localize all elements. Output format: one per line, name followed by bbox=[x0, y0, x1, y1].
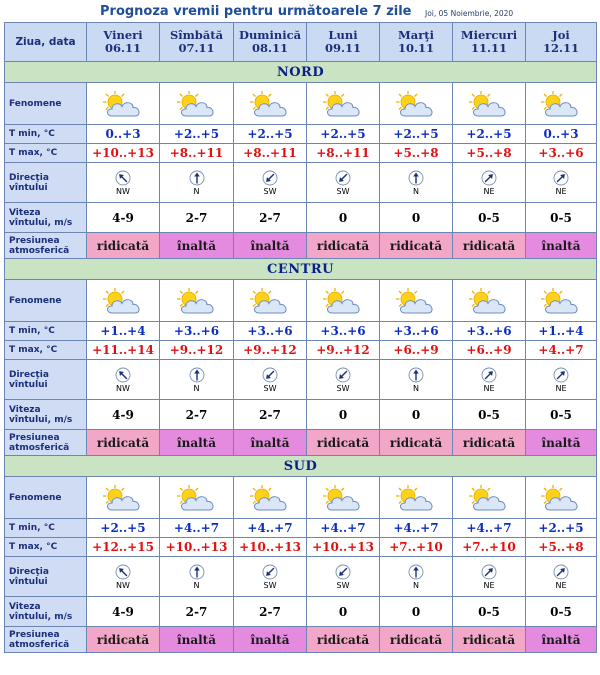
wind-arrow-icon bbox=[307, 170, 379, 186]
wind-speed-cell: 0-5 bbox=[526, 203, 597, 233]
day-name: Duminică bbox=[238, 28, 302, 42]
pressure-row bbox=[5, 233, 597, 259]
pressure-cell: ridicată bbox=[307, 430, 380, 456]
wind-speed-cell: 0-5 bbox=[453, 400, 526, 430]
phenomenon-row bbox=[5, 280, 597, 322]
wind-dir-text: N bbox=[193, 580, 200, 590]
wind-dir-text: NE bbox=[555, 383, 567, 393]
region-row bbox=[5, 456, 597, 477]
wind-arrow-icon bbox=[234, 564, 306, 580]
wind-dir-text: N bbox=[193, 186, 200, 196]
wind-dir-text: N bbox=[413, 580, 419, 590]
wind-dir-text: NE bbox=[483, 383, 495, 393]
phenomenon-cell bbox=[87, 280, 160, 322]
tmin-cell: +4..+7 bbox=[160, 519, 234, 538]
tmax-cell: +5..+8 bbox=[453, 144, 526, 163]
pressure-label-line: atmosferică bbox=[9, 245, 70, 256]
phenomenon-cell bbox=[234, 477, 307, 519]
pressure-label bbox=[5, 233, 87, 259]
phenomenon-cell bbox=[160, 280, 234, 322]
phenomenon-cell bbox=[160, 477, 234, 519]
day-date: 09.11 bbox=[324, 41, 361, 55]
day-date: 10.11 bbox=[397, 41, 434, 55]
wind-dir-cell bbox=[380, 163, 453, 203]
wind-dir-row bbox=[5, 163, 597, 203]
pressure-cell: ridicată bbox=[453, 430, 526, 456]
wind-speed-cell: 2-7 bbox=[160, 203, 234, 233]
pressure-cell: ridicată bbox=[380, 430, 453, 456]
wind-speed-cell: 0 bbox=[380, 203, 453, 233]
cloud-sun-icon bbox=[380, 484, 452, 512]
tmax-cell: +10..+13 bbox=[160, 538, 234, 557]
day-header bbox=[526, 23, 597, 62]
wind-dir-text: NW bbox=[116, 383, 130, 393]
wind-speed-label-line: Viteza bbox=[9, 207, 41, 218]
tmin-cell: +4..+7 bbox=[307, 519, 380, 538]
phenomenon-cell bbox=[307, 83, 380, 125]
tmax-cell: +7..+10 bbox=[453, 538, 526, 557]
pressure-cell: înaltă bbox=[526, 430, 597, 456]
wind-dir-cell bbox=[160, 557, 234, 597]
pressure-cell: ridicată bbox=[307, 233, 380, 259]
phenomenon-cell bbox=[526, 83, 597, 125]
cloud-sun-icon bbox=[453, 287, 525, 315]
wind-dir-text: NE bbox=[483, 580, 495, 590]
day-name: Sîmbătă bbox=[169, 28, 224, 42]
cloud-sun-icon bbox=[307, 90, 379, 118]
tmin-cell: +4..+7 bbox=[380, 519, 453, 538]
tmin-cell: +2..+5 bbox=[87, 519, 160, 538]
wind-speed-cell: 2-7 bbox=[160, 597, 234, 627]
tmax-row bbox=[5, 538, 597, 557]
pressure-cell: înaltă bbox=[160, 430, 234, 456]
wind-dir-cell bbox=[526, 163, 597, 203]
tmax-cell: +6..+9 bbox=[453, 341, 526, 360]
day-header bbox=[234, 23, 307, 62]
title-bar bbox=[0, 2, 600, 22]
wind-speed-cell: 0 bbox=[380, 400, 453, 430]
cloud-sun-icon bbox=[87, 484, 159, 512]
wind-speed-cell: 0-5 bbox=[526, 400, 597, 430]
phenomenon-cell bbox=[87, 83, 160, 125]
region-header: CENTRU bbox=[5, 259, 597, 280]
wind-dir-cell bbox=[307, 163, 380, 203]
pressure-label-line: Presiunea bbox=[9, 235, 60, 246]
wind-dir-row bbox=[5, 557, 597, 597]
day-header bbox=[160, 23, 234, 62]
phenomenon-cell bbox=[453, 477, 526, 519]
pressure-cell: înaltă bbox=[526, 233, 597, 259]
phenomenon-cell bbox=[160, 83, 234, 125]
tmax-label: T max, °C bbox=[5, 341, 87, 360]
pressure-cell: înaltă bbox=[234, 430, 307, 456]
tmin-cell: +3..+6 bbox=[234, 322, 307, 341]
wind-dir-label-line: vîntului bbox=[9, 182, 48, 193]
wind-dir-row bbox=[5, 360, 597, 400]
day-name: Luni bbox=[328, 28, 358, 42]
pressure-cell: ridicată bbox=[87, 627, 160, 653]
tmin-cell: +3..+6 bbox=[160, 322, 234, 341]
wind-arrow-icon bbox=[453, 367, 525, 383]
wind-arrow-icon bbox=[234, 367, 306, 383]
forecast-table bbox=[4, 22, 597, 653]
pressure-cell: înaltă bbox=[526, 627, 597, 653]
cloud-sun-icon bbox=[526, 287, 596, 315]
phenomenon-row bbox=[5, 477, 597, 519]
region-header: SUD bbox=[5, 456, 597, 477]
cloud-sun-icon bbox=[380, 287, 452, 315]
cloud-sun-icon bbox=[526, 484, 596, 512]
phenomenon-cell bbox=[453, 280, 526, 322]
wind-speed-cell: 0-5 bbox=[526, 597, 597, 627]
wind-dir-text: SW bbox=[336, 186, 350, 196]
pressure-row bbox=[5, 627, 597, 653]
wind-speed-cell: 4-9 bbox=[87, 400, 160, 430]
pressure-cell: înaltă bbox=[160, 627, 234, 653]
cloud-sun-icon bbox=[307, 484, 379, 512]
region-header: NORD bbox=[5, 62, 597, 83]
region-row bbox=[5, 259, 597, 280]
phenomenon-cell bbox=[234, 83, 307, 125]
tmin-row bbox=[5, 322, 597, 341]
day-name: Marţi bbox=[398, 28, 434, 42]
day-header bbox=[380, 23, 453, 62]
phenomenon-cell bbox=[307, 477, 380, 519]
wind-speed-cell: 2-7 bbox=[234, 203, 307, 233]
wind-dir-cell bbox=[160, 360, 234, 400]
wind-arrow-icon bbox=[160, 170, 233, 186]
tmin-cell: 0..+3 bbox=[526, 125, 597, 144]
wind-dir-cell bbox=[526, 360, 597, 400]
pressure-label bbox=[5, 627, 87, 653]
wind-speed-cell: 4-9 bbox=[87, 597, 160, 627]
pressure-label-line: Presiunea bbox=[9, 629, 60, 640]
wind-dir-text: SW bbox=[263, 580, 277, 590]
wind-speed-label-line: vîntului, m/s bbox=[9, 611, 73, 622]
tmin-cell: +4..+7 bbox=[234, 519, 307, 538]
wind-dir-label bbox=[5, 557, 87, 597]
pressure-cell: înaltă bbox=[234, 233, 307, 259]
tmax-cell: +5..+8 bbox=[526, 538, 597, 557]
pressure-cell: înaltă bbox=[234, 627, 307, 653]
wind-speed-label-line: vîntului, m/s bbox=[9, 217, 73, 228]
wind-dir-text: N bbox=[413, 383, 419, 393]
tmax-cell: +8..+11 bbox=[160, 144, 234, 163]
tmax-label: T max, °C bbox=[5, 144, 87, 163]
wind-dir-text: NE bbox=[555, 580, 567, 590]
wind-speed-cell: 2-7 bbox=[160, 400, 234, 430]
pressure-row bbox=[5, 430, 597, 456]
wind-dir-text: SW bbox=[263, 186, 277, 196]
wind-speed-row bbox=[5, 203, 597, 233]
pressure-cell: ridicată bbox=[87, 233, 160, 259]
wind-speed-row bbox=[5, 400, 597, 430]
day-date-header: Ziua, data bbox=[5, 23, 87, 62]
tmax-cell: +3..+6 bbox=[526, 144, 597, 163]
wind-dir-cell bbox=[453, 163, 526, 203]
tmax-cell: +10..+13 bbox=[307, 538, 380, 557]
day-header bbox=[453, 23, 526, 62]
pressure-cell: ridicată bbox=[380, 233, 453, 259]
wind-dir-cell bbox=[307, 360, 380, 400]
tmax-label: T max, °C bbox=[5, 538, 87, 557]
wind-dir-label-line: vîntului bbox=[9, 379, 48, 390]
wind-arrow-icon bbox=[526, 367, 596, 383]
wind-dir-cell bbox=[160, 163, 234, 203]
tmax-row bbox=[5, 341, 597, 360]
day-date: 11.11 bbox=[470, 41, 507, 55]
wind-dir-text: N bbox=[193, 383, 200, 393]
tmin-cell: +2..+5 bbox=[453, 125, 526, 144]
phenomenon-cell bbox=[526, 477, 597, 519]
wind-dir-text: NE bbox=[483, 186, 495, 196]
wind-dir-text: SW bbox=[336, 383, 350, 393]
wind-dir-cell bbox=[380, 360, 453, 400]
phenomenon-label: Fenomene bbox=[5, 477, 87, 519]
wind-dir-text: N bbox=[413, 186, 419, 196]
tmax-cell: +7..+10 bbox=[380, 538, 453, 557]
cloud-sun-icon bbox=[526, 90, 596, 118]
wind-dir-cell bbox=[87, 360, 160, 400]
tmin-cell: +2..+5 bbox=[234, 125, 307, 144]
wind-dir-text: SW bbox=[263, 383, 277, 393]
wind-dir-text: NW bbox=[116, 186, 130, 196]
wind-dir-cell bbox=[380, 557, 453, 597]
cloud-sun-icon bbox=[453, 90, 525, 118]
tmin-cell: +3..+6 bbox=[307, 322, 380, 341]
phenomenon-cell bbox=[380, 83, 453, 125]
tmax-row bbox=[5, 144, 597, 163]
cloud-sun-icon bbox=[307, 287, 379, 315]
phenomenon-cell bbox=[453, 83, 526, 125]
wind-dir-label-line: vîntului bbox=[9, 576, 48, 587]
pressure-label bbox=[5, 430, 87, 456]
wind-arrow-icon bbox=[234, 170, 306, 186]
tmax-cell: +10..+13 bbox=[87, 144, 160, 163]
tmin-cell: +4..+7 bbox=[453, 519, 526, 538]
pressure-cell: ridicată bbox=[380, 627, 453, 653]
page-title: Prognoza vremii pentru următoarele 7 zile bbox=[100, 4, 412, 19]
wind-arrow-icon bbox=[526, 170, 596, 186]
phenomenon-cell bbox=[234, 280, 307, 322]
cloud-sun-icon bbox=[453, 484, 525, 512]
phenomenon-label: Fenomene bbox=[5, 280, 87, 322]
cloud-sun-icon bbox=[160, 287, 233, 315]
tmin-cell: 0..+3 bbox=[87, 125, 160, 144]
wind-dir-cell bbox=[453, 360, 526, 400]
tmin-cell: +3..+6 bbox=[453, 322, 526, 341]
region-row bbox=[5, 62, 597, 83]
wind-dir-cell bbox=[453, 557, 526, 597]
pressure-cell: ridicată bbox=[307, 627, 380, 653]
tmax-cell: +8..+11 bbox=[307, 144, 380, 163]
pressure-cell: înaltă bbox=[160, 233, 234, 259]
wind-speed-label bbox=[5, 203, 87, 233]
wind-speed-label-line: vîntului, m/s bbox=[9, 414, 73, 425]
wind-arrow-icon bbox=[453, 564, 525, 580]
wind-speed-cell: 0 bbox=[307, 203, 380, 233]
wind-arrow-icon bbox=[526, 564, 596, 580]
wind-speed-label bbox=[5, 400, 87, 430]
day-date: 12.11 bbox=[542, 41, 579, 55]
tmax-cell: +4..+7 bbox=[526, 341, 597, 360]
wind-dir-cell bbox=[234, 557, 307, 597]
cloud-sun-icon bbox=[234, 484, 306, 512]
wind-dir-label bbox=[5, 360, 87, 400]
wind-arrow-icon bbox=[307, 564, 379, 580]
phenomenon-cell bbox=[87, 477, 160, 519]
tmin-cell: +2..+5 bbox=[380, 125, 453, 144]
wind-speed-cell: 2-7 bbox=[234, 597, 307, 627]
wind-arrow-icon bbox=[160, 367, 233, 383]
wind-speed-cell: 2-7 bbox=[234, 400, 307, 430]
tmin-cell: +2..+5 bbox=[526, 519, 597, 538]
wind-speed-label-line: Viteza bbox=[9, 601, 41, 612]
tmin-cell: +2..+5 bbox=[160, 125, 234, 144]
tmax-cell: +9..+12 bbox=[160, 341, 234, 360]
phenomenon-row bbox=[5, 83, 597, 125]
tmin-label: T min, °C bbox=[5, 322, 87, 341]
day-date: 08.11 bbox=[251, 41, 288, 55]
wind-dir-cell bbox=[234, 163, 307, 203]
cloud-sun-icon bbox=[87, 90, 159, 118]
day-name: Joi bbox=[552, 28, 570, 42]
cloud-sun-icon bbox=[87, 287, 159, 315]
pressure-cell: ridicată bbox=[453, 627, 526, 653]
pressure-label-line: atmosferică bbox=[9, 639, 70, 650]
wind-arrow-icon bbox=[380, 170, 452, 186]
cloud-sun-icon bbox=[380, 90, 452, 118]
tmax-cell: +12..+15 bbox=[87, 538, 160, 557]
cloud-sun-icon bbox=[234, 90, 306, 118]
forecast-date: Joi, 05 Noiembrie, 2020 bbox=[425, 9, 514, 18]
tmin-cell: +2..+5 bbox=[307, 125, 380, 144]
wind-speed-cell: 0-5 bbox=[453, 203, 526, 233]
wind-dir-cell bbox=[87, 163, 160, 203]
pressure-label-line: Presiunea bbox=[9, 432, 60, 443]
wind-dir-label-line: Direcţia bbox=[9, 566, 49, 577]
tmin-cell: +1..+4 bbox=[526, 322, 597, 341]
tmax-cell: +6..+9 bbox=[380, 341, 453, 360]
wind-arrow-icon bbox=[380, 367, 452, 383]
wind-arrow-icon bbox=[160, 564, 233, 580]
day-header bbox=[307, 23, 380, 62]
day-date: 07.11 bbox=[178, 41, 215, 55]
day-name: Miercuri bbox=[460, 28, 518, 42]
tmin-cell: +1..+4 bbox=[87, 322, 160, 341]
wind-dir-text: NW bbox=[116, 580, 130, 590]
tmax-cell: +11..+14 bbox=[87, 341, 160, 360]
wind-dir-label bbox=[5, 163, 87, 203]
wind-dir-label-line: Direcţia bbox=[9, 172, 49, 183]
tmin-cell: +3..+6 bbox=[380, 322, 453, 341]
pressure-cell: ridicată bbox=[87, 430, 160, 456]
wind-arrow-icon bbox=[380, 564, 452, 580]
wind-dir-cell bbox=[526, 557, 597, 597]
wind-speed-cell: 0 bbox=[380, 597, 453, 627]
cloud-sun-icon bbox=[160, 484, 233, 512]
header-row bbox=[5, 23, 597, 62]
wind-arrow-icon bbox=[453, 170, 525, 186]
tmax-cell: +8..+11 bbox=[234, 144, 307, 163]
tmax-cell: +10..+13 bbox=[234, 538, 307, 557]
phenomenon-cell bbox=[307, 280, 380, 322]
wind-speed-cell: 0 bbox=[307, 400, 380, 430]
tmin-label: T min, °C bbox=[5, 519, 87, 538]
tmax-cell: +9..+12 bbox=[234, 341, 307, 360]
tmax-cell: +5..+8 bbox=[380, 144, 453, 163]
wind-speed-row bbox=[5, 597, 597, 627]
phenomenon-label: Fenomene bbox=[5, 83, 87, 125]
cloud-sun-icon bbox=[234, 287, 306, 315]
wind-arrow-icon bbox=[87, 564, 159, 580]
wind-dir-text: NE bbox=[555, 186, 567, 196]
phenomenon-cell bbox=[526, 280, 597, 322]
tmax-cell: +9..+12 bbox=[307, 341, 380, 360]
day-header bbox=[87, 23, 160, 62]
wind-dir-label-line: Direcţia bbox=[9, 369, 49, 380]
tmin-row bbox=[5, 519, 597, 538]
wind-speed-label bbox=[5, 597, 87, 627]
wind-arrow-icon bbox=[87, 367, 159, 383]
wind-arrow-icon bbox=[87, 170, 159, 186]
tmin-row bbox=[5, 125, 597, 144]
pressure-label-line: atmosferică bbox=[9, 442, 70, 453]
pressure-cell: ridicată bbox=[453, 233, 526, 259]
day-date: 06.11 bbox=[104, 41, 141, 55]
wind-speed-cell: 0-5 bbox=[453, 597, 526, 627]
tmin-label: T min, °C bbox=[5, 125, 87, 144]
wind-dir-cell bbox=[307, 557, 380, 597]
wind-dir-cell bbox=[87, 557, 160, 597]
wind-dir-cell bbox=[234, 360, 307, 400]
wind-speed-cell: 0 bbox=[307, 597, 380, 627]
phenomenon-cell bbox=[380, 280, 453, 322]
cloud-sun-icon bbox=[160, 90, 233, 118]
day-name: Vineri bbox=[103, 28, 143, 42]
wind-speed-cell: 4-9 bbox=[87, 203, 160, 233]
phenomenon-cell bbox=[380, 477, 453, 519]
wind-arrow-icon bbox=[307, 367, 379, 383]
wind-dir-text: SW bbox=[336, 580, 350, 590]
wind-speed-label-line: Viteza bbox=[9, 404, 41, 415]
